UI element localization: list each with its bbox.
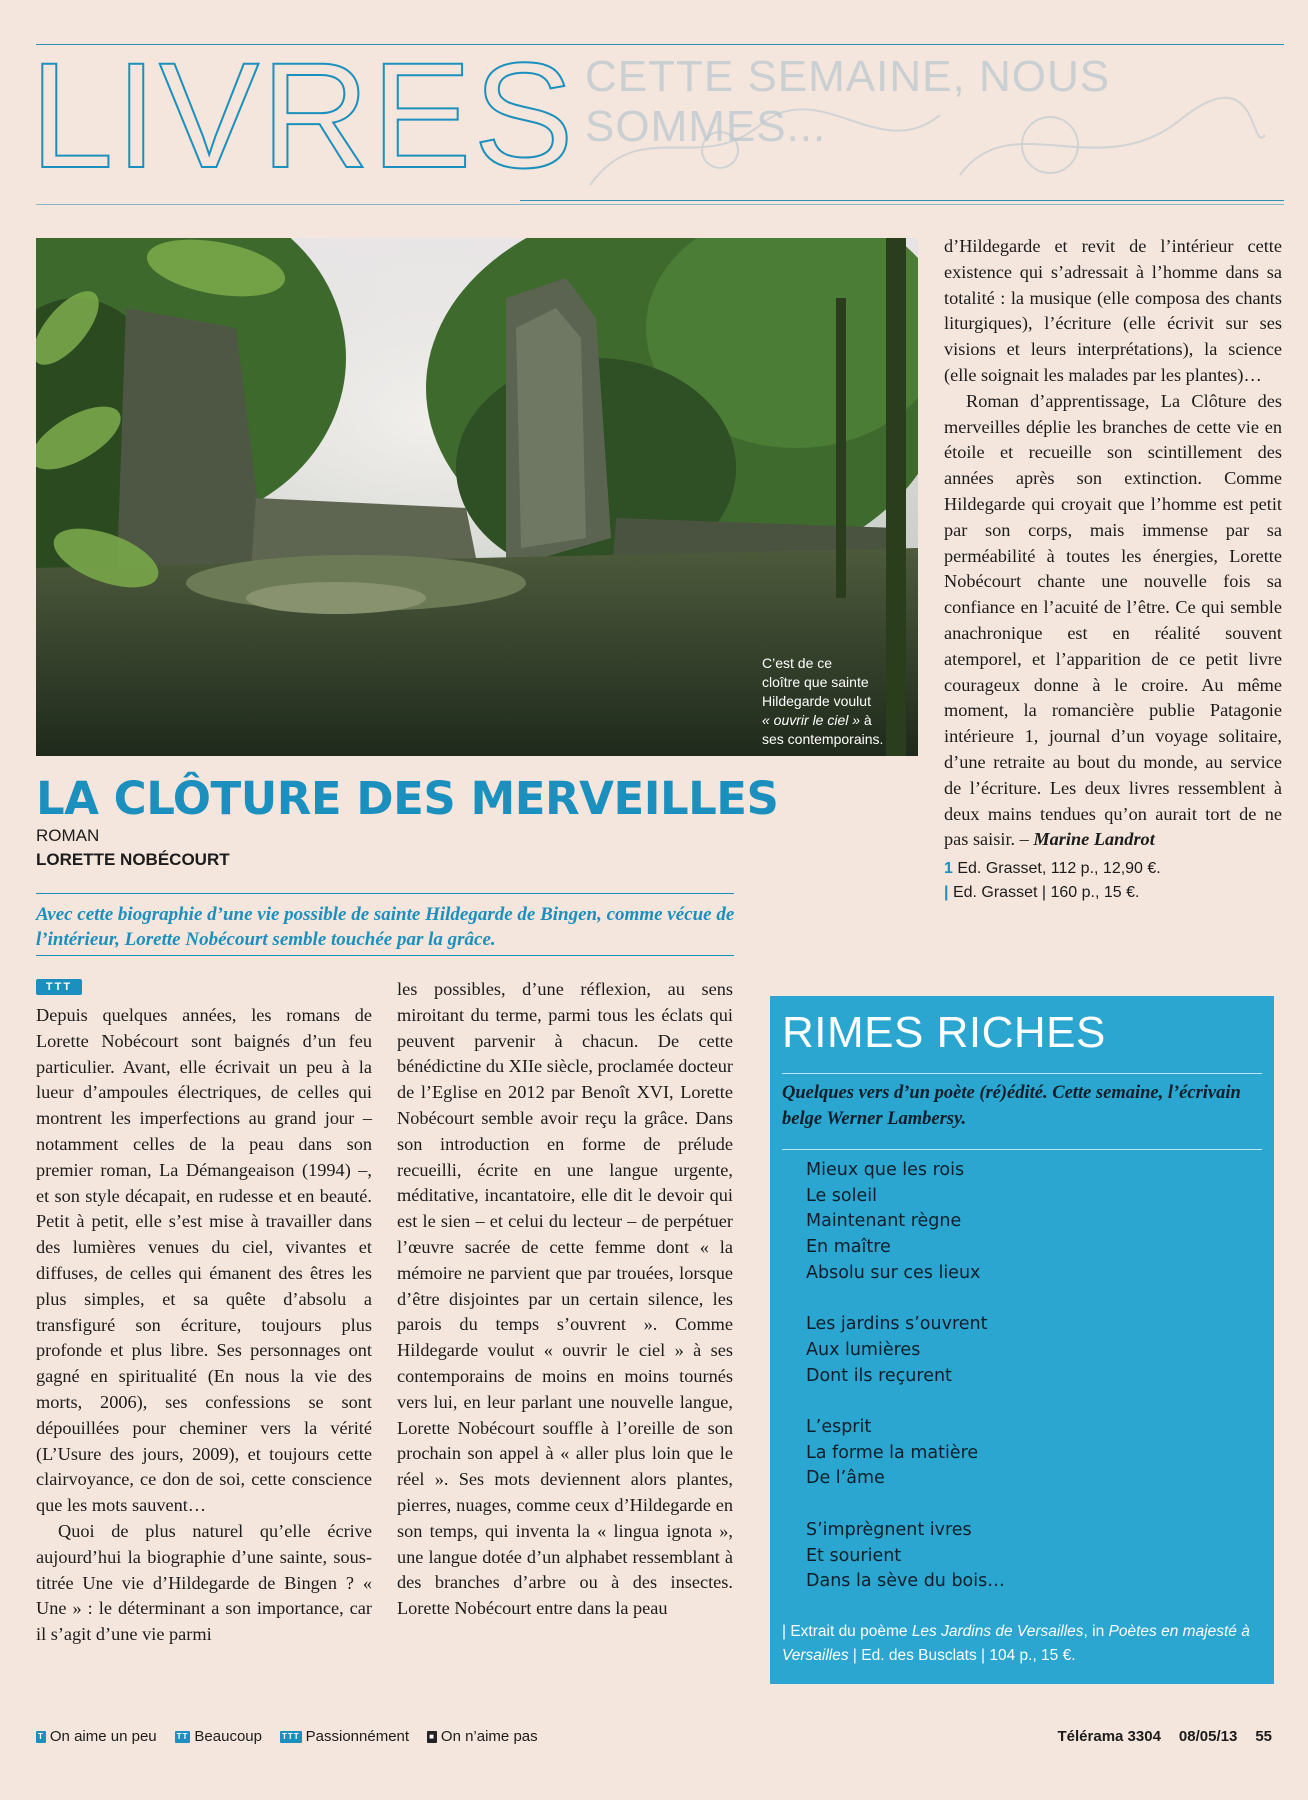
box-title: RIMES RICHES <box>782 1008 1106 1057</box>
poem-stanza <box>806 1415 1005 1492</box>
poem-stanza <box>806 1158 1005 1287</box>
poem-line: Mieux que les rois <box>806 1160 965 1180</box>
box-lead: Quelques vers d’un poète (ré)édité. Cette semaine, l’écrivain belge Werner Lambersy. <box>782 1083 1241 1129</box>
issue-date: 08/05/13 <box>1178 1728 1238 1745</box>
poem-source: | Extrait du poème Les Jardins de Versailles, in Poètes en majesté à Versailles | Ed. des Busclats | 104 p., 15 €. <box>782 1623 1250 1664</box>
legend-item <box>427 1728 538 1745</box>
poem-line: Aux lumières <box>806 1339 921 1360</box>
header-rule-bottom-faint <box>36 204 1284 205</box>
poem-line: Dans la sève du bois… <box>806 1571 1005 1592</box>
book-references <box>944 857 1282 905</box>
poem-line: Maintenant règne <box>806 1211 962 1232</box>
poem-stanza <box>806 1518 1005 1595</box>
legend-label: Beaucoup <box>194 1728 262 1745</box>
poem-line: Absolu sur ces lieux <box>806 1262 981 1283</box>
photo-caption: C’est de ce cloître que sainte Hildegarde voulut « ouvrir le ciel » à ses contemporains. <box>762 655 884 747</box>
lead-rule-bottom <box>36 955 734 956</box>
article-lead: Avec cette biographie d’une vie possible de sainte Hildegarde de Bingen, comme vécue de l’intérieur, Lorette Nobécourt semble touchée par la grâce. <box>36 904 735 950</box>
article-column-1 <box>36 1003 372 1648</box>
article-paragraph: Quoi de plus naturel qu’elle écrive aujourd’hui la biographie d’une sainte, sous-titrée Une vie d’Hildegarde de Bingen ? « Une » : le déterminant a son importance, car il s’agit d’une vie parmi <box>36 1520 372 1645</box>
legend-item <box>280 1728 409 1745</box>
header-rule-bottom <box>520 200 1284 201</box>
rimes-riches-box <box>770 996 1274 1684</box>
box-rule <box>782 1149 1262 1150</box>
section-title: LIVRES <box>30 31 576 199</box>
poem-line: De l’âme <box>806 1468 885 1489</box>
article-title: LA CLÔTURE DES MERVEILLES <box>36 772 779 825</box>
page-footer-info <box>1058 1728 1273 1745</box>
legend-label: On aime un peu <box>49 1728 157 1745</box>
article-column-2 <box>397 977 733 1622</box>
footnote-mark: 1 <box>944 860 953 878</box>
poem-line: La forme la matière <box>806 1442 979 1463</box>
rating-legend <box>36 1728 538 1745</box>
book-reference: Ed. Grasset | 160 p., 15 €. <box>952 884 1140 902</box>
legend-label: On n’aime pas <box>440 1728 538 1745</box>
poem-line: Les jardins s’ouvrent <box>806 1314 988 1335</box>
box-rule <box>782 1073 1262 1074</box>
article-author: LORETTE NOBÉCOURT <box>36 850 230 869</box>
poem-line: Le soleil <box>806 1185 877 1206</box>
article-signature: Marine Landrot <box>1033 829 1155 850</box>
footnote-mark: | <box>944 884 949 902</box>
book-reference: Ed. Grasset, 112 p., 12,90 €. <box>957 860 1161 878</box>
article-paragraph: Depuis quelques années, les romans de Lorette Nobécourt sont baignés d’un feu particulier. Avant, elle écrivait un peu à la lueur d’ampoules électriques, de celles qui montrent les imperfections au grand jour – notamment celles de la peau dans son premier roman, La Démangeaison (1994) –, et son style décapait, en rudesse et en beauté. Petit à petit, elle s’est mise à travailler dans des lumières venues du ciel, vivantes et diffuses, de celles qui émanent des êtres les plus simples, et sa quête d’absolu a transfiguré son écriture, toujours plus profonde et plus libre. Ses personnages ont gagné en spiritualité (En nous la vie des morts, 2006), ses confessions se sont dépouillées pour cheminer vers la vérité (L’Usure des jours, 2009), et toujours cette clairvoyance, ce don de soi, cette conscience que les mots sauvent… <box>36 1005 372 1516</box>
article-genre: ROMAN <box>36 826 100 845</box>
article-column-3 <box>944 234 1282 905</box>
rating-two-icon: TT <box>176 1732 189 1741</box>
rating-three-icon: TTT <box>281 1732 300 1741</box>
poem-line: S’imprègnent ivres <box>806 1519 972 1540</box>
poem-line: En maître <box>806 1237 891 1258</box>
legend-item <box>36 1728 157 1745</box>
bleed-through-text: CETTE SEMAINE, NOUS SOMMES... <box>585 52 1111 151</box>
page-number: 55 <box>1255 1728 1272 1745</box>
rating-icon: TTT <box>36 979 82 995</box>
poem-line: L’esprit <box>806 1417 872 1437</box>
article-paragraph: d’Hildegarde et revit de l’intérieur cette existence qui s’adressait à l’homme dans sa totalité : la musique (elle composa des chants liturgiques), l’écriture (elle écrivit sur ses visions et leurs interprétations), la science (elle soignait les malades par les plantes)… <box>944 236 1282 385</box>
poem-line: Dont ils reçurent <box>806 1365 952 1386</box>
article-paragraph: les possibles, d’une réflexion, au sens miroitant du terme, parmi tous les éclats qui peuvent parvenir à chacun. De cette bénédictine du XIIe siècle, proclamée docteur de l’Eglise en 2012 par Benoît XVI, Lorette Nobécourt semble avoir reçu la grâce. Dans son introduction en forme de prélude recueilli, écrite en une langue urgente, méditative, incantatoire, elle dit le devoir qui est le sien – et celui du lecteur – de perpétuer l’œuvre sacrée de cette femme dont « la mémoire ne parvient que par trouées, lorsque d’être disjointes par un certain silence, les parois du temps s’ouvrent ». Comme Hildegarde voulut « ouvrir le ciel » à ses contemporains de moins en moins tournés vers lui, en leur parlant une nouvelle langue, Lorette Nobécourt souffle à l’oreille de son prochain son appel à « aller plus loin que le réel ». Ses mots deviennent alors plantes, pierres, nuages, comme ceux d’Hildegarde en son temps, qui inventa la « lingua ignota », une langue dotée d’un alphabet ressemblant à des branches d’arbre ou à des insectes. Lorette Nobécourt entre dans la peau <box>397 979 734 1619</box>
article-paragraph: Roman d’apprentissage, La Clôture des merveilles déplie les branches de cette vie en étoile et recueille son scintillement des années après son extinction. Comme Hildegarde qui croyait que l’homme est petit par son corps, mais immense par sa perméabilité à toutes les énergies, Lorette Nobécourt chante une nouvelle fois sa confiance en l’acuité de l’être. Ce qui semble anachronique est en réalité souvent atemporel, et l’apparition de ce petit livre courageux donne à le croire. Au même moment, la romancière publie Patagonie intérieure 1, journal d’un voyage solitaire, d’une retraite au bout du monde, au service de l’écriture. Les deux livres ressemblent à deux mains tendues qu’on aurait tort de ne pas saisir. – Marine Landrot <box>944 390 1282 850</box>
poem-stanza <box>806 1312 1005 1389</box>
poem-line: Et sourient <box>806 1545 902 1566</box>
legend-item <box>175 1728 262 1745</box>
poem <box>806 1158 1005 1621</box>
legend-label: Passionnément <box>305 1728 410 1745</box>
bleed-through-illustration <box>580 95 1270 195</box>
magazine-issue: Télérama 3304 <box>1057 1728 1161 1745</box>
lead-rule-top <box>36 893 734 894</box>
rating-one-icon: T <box>38 1732 44 1741</box>
rating-negative-icon: ■ <box>429 1732 435 1741</box>
